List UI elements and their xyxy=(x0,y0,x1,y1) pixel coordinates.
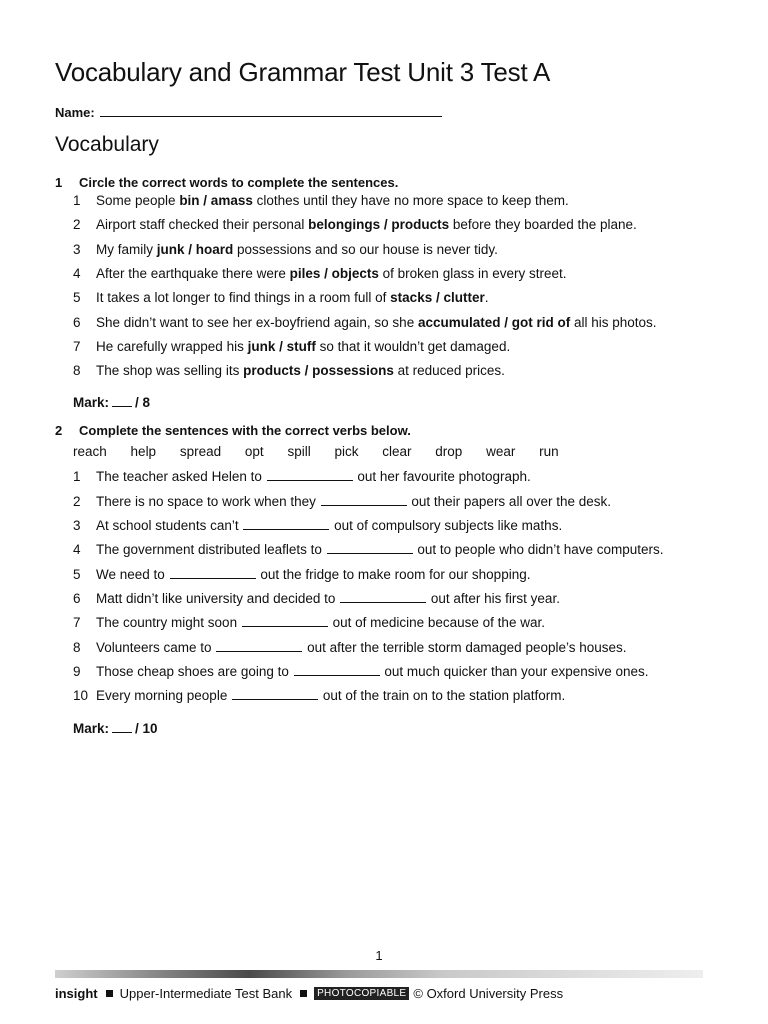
word-option: reach xyxy=(73,444,107,459)
answer-blank[interactable] xyxy=(321,494,407,506)
answer-blank[interactable] xyxy=(327,542,413,554)
page-number: 1 xyxy=(375,948,383,963)
word-choice[interactable]: junk / hoard xyxy=(156,242,234,257)
q1-item: 6 She didn’t want to see her ex-boyfriend again, so she accumulated / got rid of all his photos. xyxy=(73,315,657,330)
word-option: help xyxy=(130,444,157,459)
question-number: 1 xyxy=(55,175,63,190)
word-box xyxy=(73,444,579,459)
answer-blank[interactable] xyxy=(243,518,329,530)
publisher-label: © Oxford University Press xyxy=(413,986,564,1001)
q2-item: 9 Those cheap shoes are going to out much quicker than your expensive ones. xyxy=(73,664,649,679)
question-1-instruction xyxy=(55,175,398,190)
instruction-text: Complete the sentences with the correct verbs below. xyxy=(79,423,411,438)
answer-blank[interactable] xyxy=(340,591,426,603)
name-field[interactable] xyxy=(100,104,442,117)
q2-item: 7 The country might soon out of medicine because of the war. xyxy=(73,615,545,630)
word-option: wear xyxy=(486,444,516,459)
word-choice[interactable]: junk / stuff xyxy=(247,339,316,354)
brand-logo: insight xyxy=(55,986,98,1001)
word-choice[interactable]: products / possessions xyxy=(243,363,394,378)
q2-item: 2 There is no space to work when they out their papers all over the desk. xyxy=(73,494,611,509)
answer-blank[interactable] xyxy=(216,640,302,652)
q2-item: 3 At school students can’t out of compulsory subjects like maths. xyxy=(73,518,563,533)
q2-item: 5 We need to out the fridge to make room for our shopping. xyxy=(73,567,531,582)
name-label: Name: xyxy=(55,105,95,120)
page-title: Vocabulary and Grammar Test Unit 3 Test A xyxy=(55,57,551,87)
word-option: spill xyxy=(287,444,311,459)
q2-item: 8 Volunteers came to out after the terrible storm damaged people’s houses. xyxy=(73,640,627,655)
photocopiable-badge: PHOTOCOPIABLE xyxy=(314,987,409,1000)
answer-blank[interactable] xyxy=(294,664,380,676)
word-choice[interactable]: bin / amass xyxy=(179,193,253,208)
test-bank-label: Upper-Intermediate Test Bank xyxy=(119,986,293,1001)
q2-item: 10 Every morning people out of the train on to the station platform. xyxy=(73,688,566,703)
q1-item: 5 It takes a lot longer to find things in a room full of stacks / clutter. xyxy=(73,290,489,305)
word-option: run xyxy=(539,444,559,459)
q2-item: 4 The government distributed leaflets to out to people who didn’t have computers. xyxy=(73,542,664,557)
question-2-instruction xyxy=(55,423,411,438)
q1-mark: Mark: / 8 xyxy=(73,395,151,410)
name-row xyxy=(55,104,442,120)
answer-blank[interactable] xyxy=(242,615,328,627)
q1-item: 7 He carefully wrapped his junk / stuff so that it wouldn’t get damaged. xyxy=(73,339,511,354)
q1-item: 3 My family junk / hoard possessions and so our house is never tidy. xyxy=(73,242,498,257)
word-choice[interactable]: belongings / products xyxy=(308,217,450,232)
section-heading: Vocabulary xyxy=(55,133,159,156)
answer-blank[interactable] xyxy=(232,688,318,700)
footer-image-strip xyxy=(55,970,703,978)
q2-item: 1 The teacher asked Helen to out her favourite photograph. xyxy=(73,469,531,484)
word-option: opt xyxy=(244,444,264,459)
q1-item: 8 The shop was selling its products / possessions at reduced prices. xyxy=(73,363,505,378)
q2-mark: Mark: / 10 xyxy=(73,721,158,736)
q1-item: 2 Airport staff checked their personal belongings / products before they boarded the plane. xyxy=(73,217,637,232)
word-option: pick xyxy=(334,444,359,459)
word-option: clear xyxy=(382,444,412,459)
answer-blank[interactable] xyxy=(170,567,256,579)
mark-blank[interactable] xyxy=(112,722,132,733)
word-choice[interactable]: stacks / clutter xyxy=(390,290,485,305)
mark-blank[interactable] xyxy=(112,396,132,407)
q1-item: 1 Some people bin / amass clothes until they have no more space to keep them. xyxy=(73,193,569,208)
q2-item: 6 Matt didn’t like university and decided to out after his first year. xyxy=(73,591,560,606)
square-bullet-icon xyxy=(106,990,113,997)
square-bullet-icon xyxy=(300,990,307,997)
word-option: drop xyxy=(435,444,463,459)
question-number: 2 xyxy=(55,423,63,438)
instruction-text: Circle the correct words to complete the sentences. xyxy=(79,175,399,190)
word-choice[interactable]: piles / objects xyxy=(289,266,379,281)
footer xyxy=(55,986,563,1001)
q1-item: 4 After the earthquake there were piles / objects of broken glass in every street. xyxy=(73,266,567,281)
answer-blank[interactable] xyxy=(267,469,353,481)
word-option: spread xyxy=(179,444,222,459)
word-choice[interactable]: accumulated / got rid of xyxy=(417,315,571,330)
